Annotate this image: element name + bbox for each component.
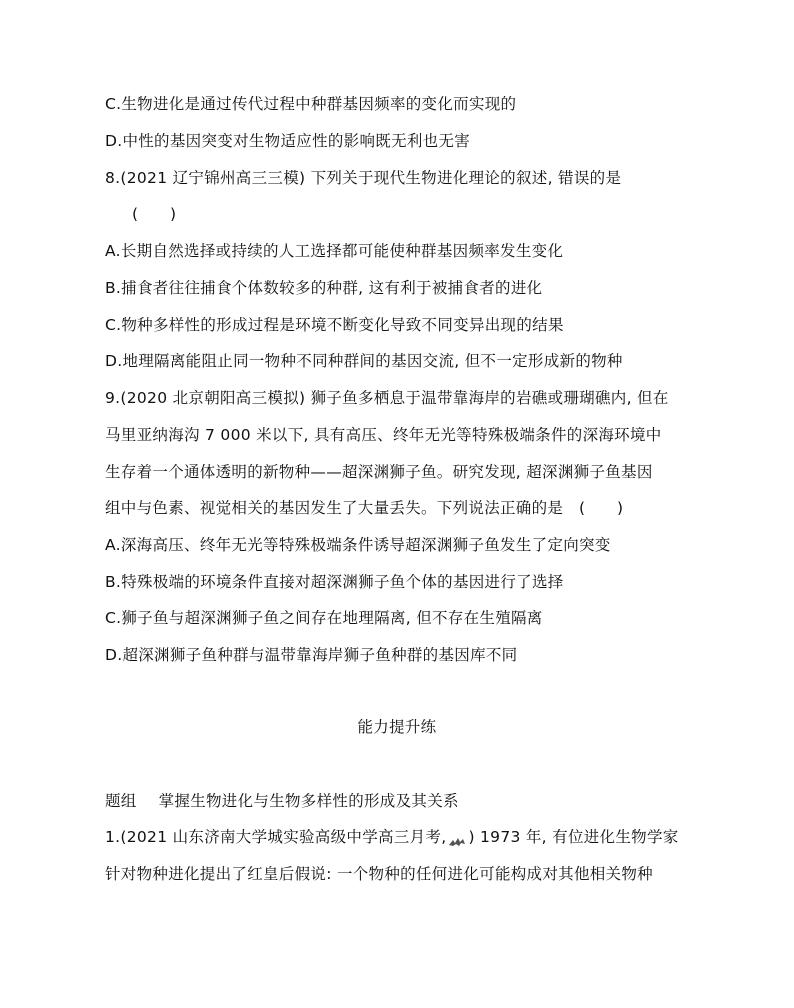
q1-stem-part-2: ) 1973 年, 有位进化生物学家 xyxy=(468,828,679,846)
q8-option-d: D.地理隔离能阻止同一物种不同种群间的基因交流, 但不一定形成新的物种 xyxy=(105,352,623,370)
q8-option-c: C.物种多样性的形成过程是环境不断变化导致不同变异出现的结果 xyxy=(105,316,564,334)
group-title: 掌握生物进化与生物多样性的形成及其关系 xyxy=(158,792,459,810)
q1-stem-part-1: 1.(2021 山东济南大学城实验高级中学高三月考, xyxy=(105,828,447,846)
q8-stem: 8.(2021 辽宁锦州高三三模) 下列关于现代生物进化理论的叙述, 错误的是 xyxy=(105,169,622,187)
q9-stem-line-1: 9.(2020 北京朝阳高三模拟) 狮子鱼多栖息于温带靠海岸的岩礁或珊瑚礁内, 但在 xyxy=(105,389,669,407)
q1-stem-line-1 xyxy=(105,826,679,848)
difficulty-star-icon xyxy=(447,832,467,844)
group-label: 题组 xyxy=(105,792,137,810)
question-group-heading xyxy=(105,790,459,812)
q9-option-a: A.深海高压、终年无光等特殊极端条件诱导超深渊狮子鱼发生了定向突变 xyxy=(105,536,611,554)
q1-stem-line-2: 针对物种进化提出了红皇后假说: 一个物种的任何进化可能构成对其他相关物种 xyxy=(105,865,653,883)
section-title: 能力提升练 xyxy=(357,718,437,736)
q7-option-c: C.生物进化是通过传代过程中种群基因频率的变化而实现的 xyxy=(105,95,517,113)
q9-stem-line-3: 生存着一个通体透明的新物种——超深渊狮子鱼。研究发现, 超深渊狮子鱼基因 xyxy=(105,463,653,481)
q9-option-d: D.超深渊狮子鱼种群与温带靠海岸狮子鱼种群的基因库不同 xyxy=(105,646,518,664)
q9-option-b: B.特殊极端的环境条件直接对超深渊狮子鱼个体的基因进行了选择 xyxy=(105,573,564,591)
q9-option-c: C.狮子鱼与超深渊狮子鱼之间存在地理隔离, 但不存在生殖隔离 xyxy=(105,609,543,627)
q9-stem-line-4: 组中与色素、视觉相关的基因发生了大量丢失。下列说法正确的是 ( ) xyxy=(105,499,624,517)
q8-answer-bracket: ( ) xyxy=(132,205,177,223)
q9-stem-line-2: 马里亚纳海沟 7 000 米以下, 具有高压、终年无光等特殊极端条件的深海环境中 xyxy=(105,426,662,444)
q8-option-b: B.捕食者往往捕食个体数较多的种群, 这有利于被捕食者的进化 xyxy=(105,279,543,297)
q7-option-d: D.中性的基因突变对生物适应性的影响既无利也无害 xyxy=(105,132,471,150)
q8-option-a: A.长期自然选择或持续的人工选择都可能使种群基因频率发生变化 xyxy=(105,242,564,260)
